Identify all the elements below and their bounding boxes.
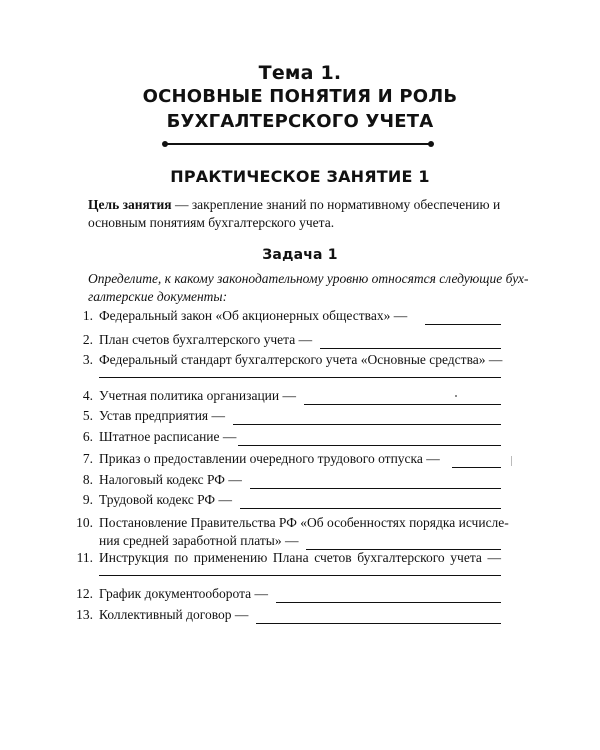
item-number: 1. <box>82 308 93 323</box>
goal-text-line-2: основным понятиям бухгалтерского учета. <box>88 215 335 230</box>
item-text: План счетов бухгалтерского учета — <box>99 332 313 347</box>
item-number: 10. <box>76 515 93 530</box>
item-text: Приказ о предоставлении очередного трудового отпуска — <box>99 451 440 466</box>
item-number: 6. <box>82 429 93 444</box>
item-number: 12. <box>76 586 93 601</box>
item-text: Учетная политика организации — <box>99 388 296 403</box>
item-text: Налоговый кодекс РФ — <box>99 472 242 487</box>
item-text: Федеральный стандарт бухгалтерского учета «Основные средства» — <box>99 352 503 367</box>
scan-speck <box>511 456 512 466</box>
item-text-line-1: Постановление Правительства РФ «Об особенностях порядка исчисле- <box>99 515 509 530</box>
item-text: Трудовой кодекс РФ — <box>99 492 232 507</box>
instruction-line-2: галтерские документы: <box>88 289 228 304</box>
item-number: 7. <box>82 451 93 466</box>
task-title: Задача 1 <box>262 247 338 263</box>
item-number: 5. <box>82 408 93 423</box>
item-number: 9. <box>82 492 93 507</box>
item-text: Федеральный закон «Об акционерных обществах» — <box>99 308 408 323</box>
item-number: 13. <box>76 607 93 622</box>
item-text: График документооборота — <box>99 586 269 601</box>
item-number: 3. <box>82 352 93 367</box>
item-number: 11. <box>76 550 93 565</box>
item-text: Инструкция по применению Плана счетов бухгалтерского учета — <box>99 550 501 565</box>
theme-title-line-1: ОСНОВНЫЕ ПОНЯТИЯ И РОЛЬ <box>142 86 458 107</box>
theme-title-line-2: БУХГАЛТЕРСКОГО УЧЕТА <box>166 111 434 132</box>
goal-text-line-1: — закрепление знаний по нормативному обеспечению и <box>171 197 501 212</box>
item-text: Штатное расписание — <box>99 429 237 444</box>
goal-term: Цель занятия <box>88 197 172 212</box>
item-text: Коллективный договор — <box>99 607 249 622</box>
theme-label: Тема 1. <box>258 62 342 84</box>
item-text-line-2: ния средней заработной платы» — <box>99 533 299 548</box>
practical-lesson-title: ПРАКТИЧЕСКОЕ ЗАНЯТИЕ 1 <box>170 167 430 186</box>
item-number: 4. <box>82 388 93 403</box>
item-number: 2. <box>82 332 93 347</box>
instruction-line-1: Определите, к какому законодательному уровню относятся следующие бух- <box>88 271 529 286</box>
item-text: Устав предприятия — <box>99 408 226 423</box>
item-number: 8. <box>82 472 93 487</box>
scan-speck <box>455 395 457 397</box>
